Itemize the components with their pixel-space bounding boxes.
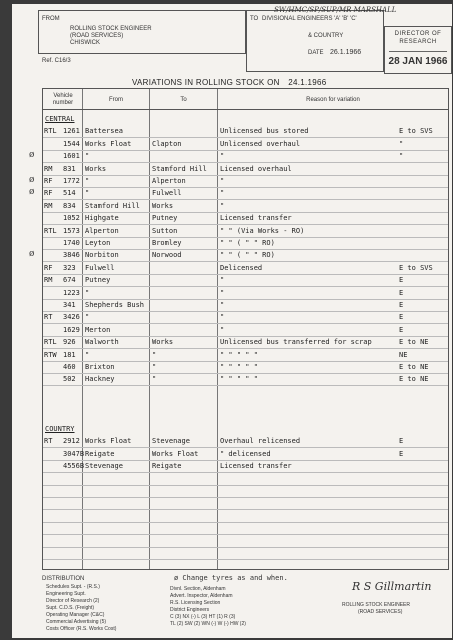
destination-code: E [399,276,404,285]
vehicle-number: 1261 [63,127,80,136]
section-heading: CENTRAL [45,115,75,123]
reason: " [220,189,225,198]
vehicle-class: RM [44,164,53,173]
reason: Licensed transfer [220,214,292,223]
vehicle-number: 460 [63,363,76,371]
to-depot: " [152,375,157,384]
row-rule [43,286,448,287]
distribution-item-secondary: Advert. Inspector, Aldenham [170,593,233,599]
date-value: 26.1.1966 [330,49,362,56]
from-depot: Works Float [85,437,132,446]
distribution-label: DISTRIBUTION [42,576,85,582]
from-depot: Stamford Hill [85,201,140,210]
reason: " [220,201,225,210]
vehicle-number: 502 [63,375,76,384]
row-rule [43,150,448,151]
row-rule [43,485,448,486]
from-depot: Walworth [85,338,119,347]
vehicle-number: 4556B [63,462,85,471]
reason: Licensed overhaul [220,164,292,173]
distribution-item-secondary: District Engineers [170,607,210,613]
row-rule [43,299,448,300]
reason: " delicensed [220,449,271,458]
row-rule [43,323,448,324]
row-rule [43,522,448,523]
row-rule [43,162,448,163]
row-rule [43,187,448,188]
vehicle-number: 181 [63,350,76,359]
distribution-item: Schedules Supt. - (R.S.) [46,584,100,590]
row-rule [43,509,448,510]
date-label: DATE [308,50,324,56]
vehicle-number: 1573 [63,226,80,235]
vehicle-number: 674 [63,276,76,285]
destination-code: E to NE [399,338,429,347]
distribution-item: Supt. C.D.S. (Freight) [46,605,95,611]
row-rule [43,447,448,448]
reason: " " (Via Works - RO) [220,226,305,235]
from-depot: " [85,350,90,359]
distribution-item: Director of Research (2) [46,598,100,604]
row-rule [43,224,448,225]
row-rule [43,559,448,560]
vehicle-number: 1740 [63,239,80,247]
distribution-item: Engineering Supt. [46,591,86,597]
destination-code: E to NE [399,363,429,371]
vehicle-number: 3426 [63,313,80,322]
from-depot: Highgate [85,214,119,223]
to-depot: Works Float [152,449,199,458]
handwritten-recipients: SW/HMC/SP/SUP/MR MARSHALL [274,6,397,14]
vehicle-class: RF [44,189,53,198]
vehicle-number: 514 [63,189,76,198]
row-rule [43,274,448,275]
to-depot: Stevenage [152,437,190,446]
row-rule [43,534,448,535]
to-depot: Putney [152,214,178,223]
from-depot: Hackney [85,375,115,384]
distribution-item: Costs Officer (R.S. Works Cost) [46,626,117,632]
from-depot: Works [85,164,107,173]
from-depot: Fulwell [85,263,115,272]
from-depot: " [85,313,90,322]
row-rule [43,311,448,312]
from-depot: " [85,152,90,161]
row-rule [43,175,448,176]
reason: " [220,313,225,322]
tyre-change-mark: ø [29,175,35,185]
distribution-item-secondary: C (3) NX (-) L (3) HT (1) R (3) [170,614,236,620]
document-sheet [12,4,452,638]
vehicle-class: RF [44,263,53,272]
destination-code: E to SVS [399,263,433,272]
from-line-2: (ROAD SERVICES) [70,33,124,39]
tyre-change-mark: ø [29,150,35,161]
row-rule [43,472,448,473]
from-depot: Reigate [85,449,115,458]
destination-code: E to SVS [399,127,433,136]
distribution-item: Commercial Advertising (5) [46,619,107,625]
destination-code: E [399,313,404,322]
col-header-vehicle: Vehicle number [52,93,74,106]
destination-code: E to NE [399,375,429,384]
row-rule [43,361,448,362]
vehicle-number: 1052 [63,214,80,223]
variations-table [29,88,449,570]
col-header-to: To [180,97,187,103]
vehicle-class: RT [44,313,53,322]
destination-code: E [399,288,404,297]
reason: Overhaul relicensed [220,437,301,446]
from-box [38,10,246,54]
to-depot: Bromley [152,239,182,247]
row-rule [43,373,448,374]
section-heading: COUNTRY [45,425,75,433]
col-header-from: From [109,97,123,103]
reason: Delicensed [220,263,263,272]
to-depot: Norwood [152,251,182,260]
reason: Licensed transfer [220,462,292,471]
reason: " [220,325,225,334]
reason: " [220,301,225,309]
vehicle-number: 1629 [63,325,80,334]
to-depot: Sutton [152,226,178,235]
reason: " " " " " [220,363,258,371]
row-rule [43,261,448,262]
from-depot: Leyton [85,239,111,247]
to-depot: Works [152,338,174,347]
from-depot: " [85,288,90,297]
reason: " " ( " " RO) [220,251,275,260]
from-depot: " [85,177,90,185]
reason: " " " " " [220,350,258,359]
stamp-date: 28 JAN 1966 [388,56,448,67]
distribution-item-secondary: R.S. Licensing Section [170,600,221,606]
stamp-divider [389,51,447,52]
from-line-1: ROLLING STOCK ENGINEER [70,26,152,32]
col-header-reason: Reason for variation [306,97,360,103]
reason: Unlicensed overhaul [220,139,301,148]
reason: Unlicensed bus stored [220,127,309,136]
stamp-department: DIRECTOR OF RESEARCH [394,31,442,45]
to-depot: Alperton [152,177,186,185]
reason: " [220,288,225,297]
vehicle-class: RM [44,201,53,210]
vehicle-number: 1223 [63,288,80,297]
title-date: 24.1.1966 [288,78,327,87]
from-depot: " [85,189,90,198]
to-label: TO [250,16,259,22]
from-depot: Battersea [85,127,123,136]
reason: " [220,276,225,285]
to-line: DIVISIONAL ENGINEERS 'A' 'B' 'C' [262,16,357,22]
reason: " [220,177,225,185]
reference: Ref. C16/3 [42,58,71,64]
vehicle-class: RM [44,276,53,285]
row-rule [43,237,448,238]
to-depot: Fulwell [152,189,182,198]
vehicle-class: RTL [44,127,57,136]
from-depot: Stevenage [85,462,123,471]
vehicle-number: 3047B [63,449,85,458]
to-depot: Works [152,201,174,210]
from-depot: Shepherds Bush [85,301,145,309]
to-depot: Stamford Hill [152,164,207,173]
destination-code: E [399,437,404,446]
vehicle-class: RTL [44,338,57,347]
vehicle-class: RTL [44,226,57,235]
from-depot: Works Float [85,139,132,148]
vehicle-number: 831 [63,164,76,173]
to-depot: " [152,350,157,359]
vehicle-number: 1601 [63,152,80,161]
document-title [132,78,327,87]
row-rule [43,547,448,548]
destination-code: " [399,139,404,148]
vehicle-number: 2912 [63,437,80,446]
vehicle-number: 323 [63,263,76,272]
destination-code: E [399,325,404,334]
vehicle-number: 1544 [63,139,80,148]
header-rule [43,109,448,110]
row-rule [43,212,448,213]
vehicle-number: 1772 [63,177,80,185]
vehicle-class: RF [44,177,53,185]
from-line-3: CHISWICK [70,40,100,46]
vehicle-number: 341 [63,301,76,309]
footnote: ø Change tyres as and when. [174,574,288,582]
from-depot: Brixton [85,363,115,371]
destination-code: E [399,449,404,458]
row-rule [43,137,448,138]
row-rule [43,336,448,337]
destination-code: " [399,152,404,161]
from-depot: Alperton [85,226,119,235]
from-depot: Norbiton [85,251,119,260]
vehicle-number: 926 [63,338,76,347]
distribution-item-secondary: TL (2) SW (2) WN (-) W (-) HW (2) [170,621,246,627]
signature: R S Gillmartin [352,580,432,593]
reason: " [220,152,225,161]
reason: Unlicensed bus transferred for scrap [220,338,372,347]
from-depot: Merton [85,325,111,334]
row-rule [43,460,448,461]
title-prefix: VARIATIONS IN ROLLING STOCK ON [132,78,280,87]
from-depot: Putney [85,276,111,285]
destination-code: NE [399,350,408,359]
row-rule [43,497,448,498]
signature-title-2: (ROAD SERVICES) [358,609,403,615]
to-depot: " [152,363,157,371]
destination-code: E [399,301,404,309]
row-rule [43,249,448,250]
vehicle-class: RTW [44,350,57,359]
to-line-2: & COUNTRY [308,33,344,39]
row-rule [43,385,448,386]
to-depot: Clapton [152,139,182,148]
signature-title-1: ROLLING STOCK ENGINEER [342,602,410,608]
distribution-item-secondary: Divnl. Section, Aldenham [170,586,226,592]
distribution-item: Operating Manager (C&C) [46,612,105,618]
vehicle-class: RT [44,437,53,446]
tyre-change-mark: ø [29,187,35,198]
vehicle-number: 3846 [63,251,80,260]
row-rule [43,199,448,200]
reason: " " ( " " RO) [220,239,275,247]
vehicle-number: 834 [63,201,76,210]
to-depot: Reigate [152,462,182,471]
from-label: FROM [42,16,60,22]
received-stamp [384,26,452,74]
tyre-change-mark: ø [29,249,35,260]
reason: " " " " " [220,375,258,384]
row-rule [43,348,448,349]
